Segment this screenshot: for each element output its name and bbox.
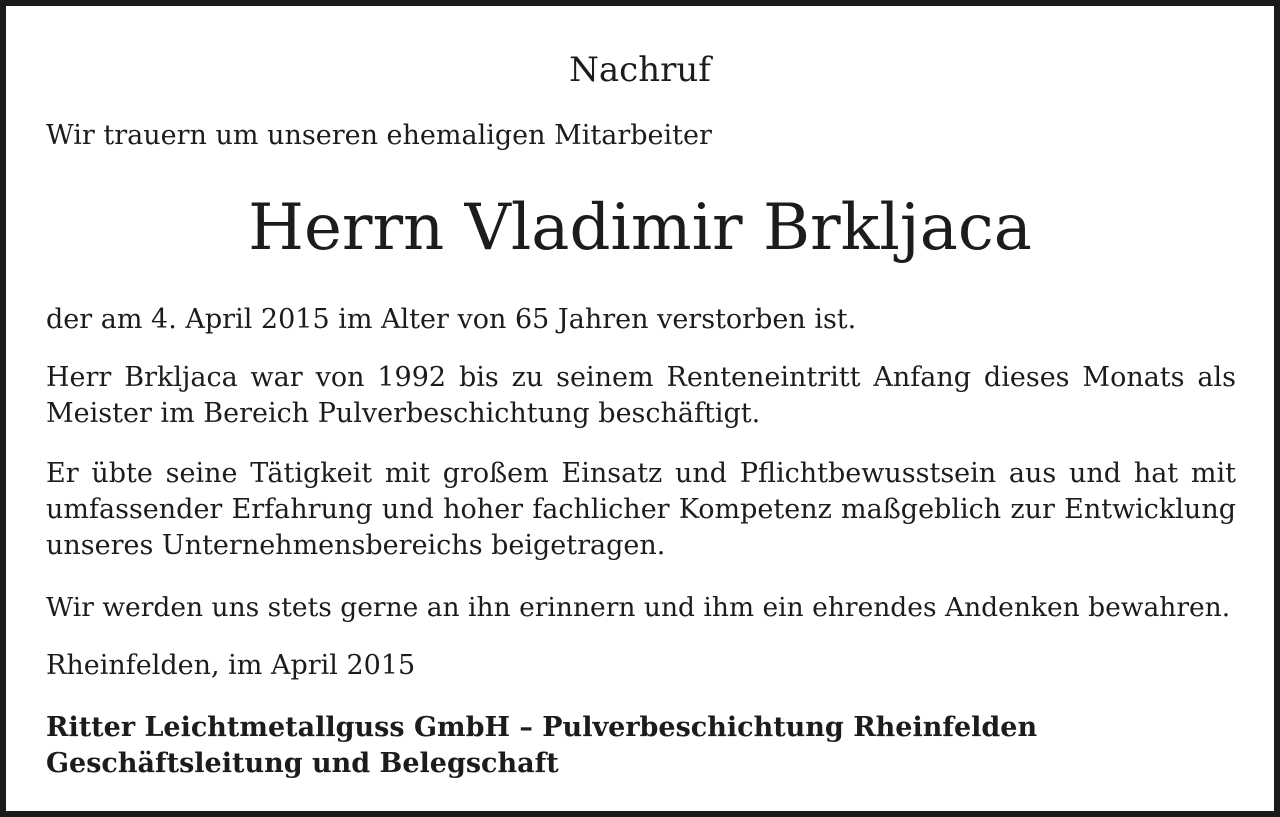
deceased-name: Herrn Vladimir Brkljaca [248,191,1032,265]
signature-group: Geschäftsleitung und Belegschaft [46,748,559,779]
paragraph-tribute: Er übte seine Tätigkeit mit großem Einsatz und Pflichtbewusstsein aus und hat mit umfassender Erfahrung und hoher fachlicher Kompetenz maßgeblich zur Entwicklung unseres Unternehmensbereichs beigetragen. [46,458,1236,561]
notice-heading: Nachruf [569,50,711,90]
death-line: der am 4. April 2015 im Alter von 65 Jahren verstorben ist. [46,304,857,335]
signature-company: Ritter Leichtmetallguss GmbH – Pulverbeschichtung Rheinfelden [46,712,1038,743]
paragraph-employment: Herr Brkljaca war von 1992 bis zu seinem Renteneintritt Anfang dieses Monats als Meister im Bereich Pulverbeschichtung beschäftigt. [46,362,1236,429]
place-date: Rheinfelden, im April 2015 [46,650,416,681]
paragraph-remembrance: Wir werden uns stets gerne an ihn erinnern und ihm ein ehrendes Andenken bewahren. [46,592,1231,623]
intro-text: Wir trauern um unseren ehemaligen Mitarbeiter [46,120,712,151]
